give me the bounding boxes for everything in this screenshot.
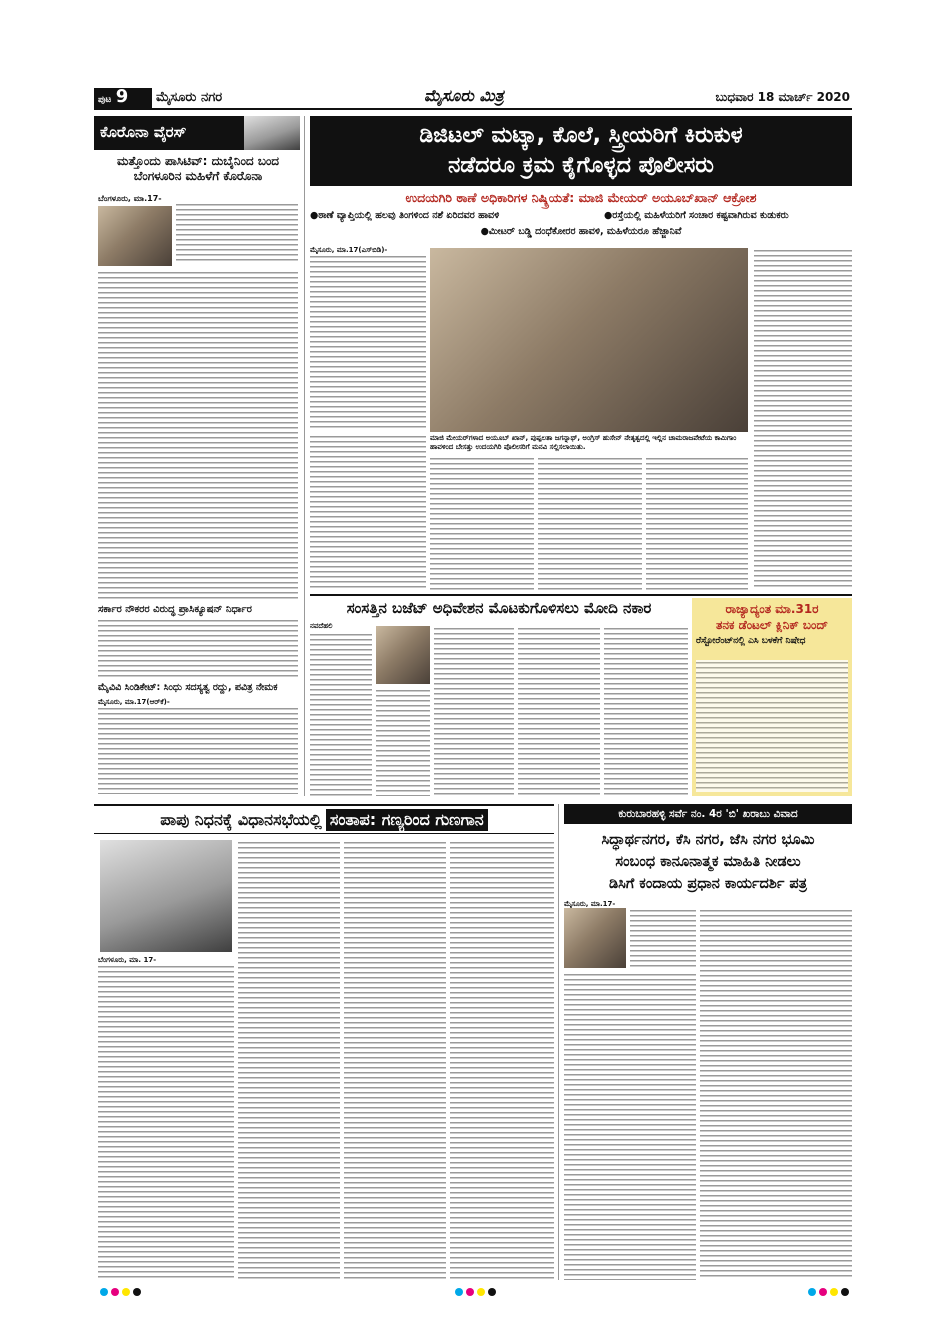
dental-subhead: ರೆಸ್ಟೋರೆಂಟ್‌ನಲ್ಲಿ ಎಸಿ ಬಳಕೆಗೆ ನಿಷೇಧ xyxy=(696,636,806,646)
dental-box xyxy=(692,598,852,796)
lead-body-col1b xyxy=(310,434,426,590)
section-name: ಮೈಸೂರು ನಗರ xyxy=(156,90,223,105)
budget-top-rule xyxy=(310,594,852,596)
masthead xyxy=(94,86,852,110)
budget-body-col1 xyxy=(310,632,372,796)
lead-headline-line2: ನಡೆದರೂ ಕ್ರಮ ಕೈಗೊಳ್ಳದ ಪೊಲೀಸರು xyxy=(448,153,714,178)
corona-body-text-2 xyxy=(98,270,298,600)
papu-portrait-photo xyxy=(100,840,232,952)
papu-headline-part1: ಪಾಪು ನಿಧನಕ್ಕೆ ವಿಧಾನಸಭೆಯಲ್ಲಿ xyxy=(160,809,322,829)
syndicate-body-text xyxy=(98,706,298,794)
lead-bullet-1: ●ಠಾಣೆ ವ್ಯಾಪ್ತಿಯಲ್ಲಿ ಹಲವು ತಿಂಗಳಿಂದ ನಶೆ ಏರಿದವರ ಹಾವಳಿ xyxy=(310,210,500,221)
land-headline-line2: ಸಂಬಂಧ ಕಾನೂನಾತ್ಮಕ ಮಾಹಿತಿ ನೀಡಲು xyxy=(615,854,801,870)
budget-body-col1b xyxy=(376,688,430,796)
land-dateline: ಮೈಸೂರು, ಮಾ.17- xyxy=(564,900,616,908)
page-number: 9 xyxy=(115,86,129,107)
modi-photo xyxy=(376,626,430,684)
corona-dateline: ಬೆಂಗಳೂರು, ಮಾ.17- xyxy=(98,194,162,203)
cm-photo xyxy=(564,908,626,968)
lead-bullet-2: ●ರಸ್ತೆಯಲ್ಲಿ ಮಹಿಳೆಯರಿಗೆ ಸಂಚಾರ ಕಷ್ಟವಾಗಿರುವ ಕುಡುಕರು xyxy=(604,210,789,221)
registration-dots-center xyxy=(455,1288,496,1296)
budget-body-col3 xyxy=(518,626,600,796)
budget-dateline: ನವದೆಹಲಿ xyxy=(310,622,333,630)
lead-headline-band xyxy=(310,116,852,186)
papu-body-col1 xyxy=(98,964,234,1280)
lead-body-col2 xyxy=(430,456,534,590)
lead-photo-memorandum xyxy=(430,248,748,432)
masked-woman-photo xyxy=(244,116,300,150)
lead-dateline: ಮೈಸೂರು, ಮಾ.17(ಎಸ್‌ಬಿಡಿ)- xyxy=(310,246,388,254)
lead-headline-line1: ಡಿಜಿಟಲ್ ಮಟ್ಕಾ, ಕೊಲೆ, ಸ್ತ್ರೀಯರಿಗೆ ಕಿರುಕುಳ xyxy=(419,123,743,148)
lead-kicker: ಉದಯಗಿರಿ ಠಾಣೆ ಅಧಿಕಾರಿಗಳ ನಿಷ್ಕ್ರಿಯತೆ: ಮಾಜಿ ಮೇಯರ್ ಅಯೂಬ್‌ಖಾನ್ ಆಕ್ರೋಶ xyxy=(405,190,757,205)
corona-title-band xyxy=(94,116,300,150)
registration-dots-right xyxy=(808,1288,849,1296)
page-label: ಪುಟ xyxy=(98,95,112,105)
page-number-badge xyxy=(94,88,152,108)
land-headline-line3: ಡಿಸಿಗೆ ಕಂದಾಯ ಪ್ರಧಾನ ಕಾರ್ಯದರ್ಶಿ ಪತ್ರ xyxy=(609,876,807,892)
minister-photo xyxy=(98,206,172,266)
budget-body-col4 xyxy=(604,626,688,796)
issue-date: ಬುಧವಾರ 18 ಮಾರ್ಚ್ 2020 xyxy=(715,90,850,104)
dental-headline-line1: ರಾಜ್ಯಾದ್ಯಂತ ಮಾ.31ರ xyxy=(725,602,819,616)
lead-bullet-3: ●ಮೀಟರ್ ಬಡ್ಡಿ ದಂಧೆಕೋರರ ಹಾವಳಿ, ಮಹಿಳೆಯರೂ ಹೆಜ್ಜಾನಿವೆ xyxy=(480,226,682,237)
newspaper-page xyxy=(94,86,852,1280)
lead-body-col1 xyxy=(310,254,426,430)
land-kicker: ಕುರುಬಾರಹಳ್ಳಿ ಸರ್ವೆ ನಂ. 4ರ 'ಬಿ' ಖರಾಬು ವಿವಾದ xyxy=(564,804,852,824)
dental-body xyxy=(696,660,848,792)
lead-photo-caption: ಮಾಜಿ ಮೇಯರ್‌ಗಳಾದ ಅಯೂಬ್ ಖಾನ್, ಪುಷ್ಪಲತಾ ಜಗನ್ನಾಥ್, ಅಂಗ್ರಿಸ್ ಹುಸೇನ್ ನೇತೃತ್ವದಲ್ಲಿ ಇಲ್ಲಿನ ಚಾಮರಾಜಪೇಟೆಯ ಕಾಮಿಗಾಂ ಹಾವಳಿಂದ ಬೇಸತ್ತು ಉದಯಗಿರಿ ಪೊಲೀಸರಿಗೆ ಮನವಿ ಸಲ್ಲಿಸಲಾಯಿತು. xyxy=(430,434,737,451)
registration-dots-left xyxy=(100,1288,141,1296)
papu-headline xyxy=(94,804,554,834)
corona-title: ಕೊರೊನಾ ವೈರಸ್ xyxy=(100,123,187,141)
land-body-col2 xyxy=(700,908,852,1280)
lead-body-col3 xyxy=(538,456,642,590)
land-headline-line1: ಸಿದ್ಧಾರ್ಥನಗರ, ಕೆಸಿ ನಗರ, ಜೆಸಿ ನಗರ ಭೂಮಿ xyxy=(601,832,815,848)
papu-headline-part2: ಸಂತಾಪ: ಗಣ್ಯರಿಂದ ಗುಣಗಾನ xyxy=(326,809,488,831)
corona-box xyxy=(94,116,300,678)
papu-body-col4 xyxy=(450,840,554,1280)
prosecution-body-text xyxy=(98,618,298,678)
column-rule-bottom xyxy=(558,804,559,1280)
land-body-col1b xyxy=(564,972,696,1280)
paper-name: ಮೈಸೂರು ಮಿತ್ರ xyxy=(424,86,504,105)
papu-body-col2 xyxy=(238,840,340,1280)
lead-body-col4 xyxy=(646,456,748,590)
column-rule xyxy=(304,116,305,796)
syndicate-dateline: ಮೈಸೂರು, ಮಾ.17(ಆರ್‌ಕೆ)- xyxy=(98,698,170,706)
budget-headline: ಸಂಸತ್ತಿನ ಬಜೆಟ್ ಅಧಿವೇಶನ ಮೊಟಕುಗೊಳಿಸಲು ಮೋದಿ ನಕಾರ xyxy=(346,599,652,617)
corona-headline: ಮತ್ತೊಂದು ಪಾಸಿಟಿವ್: ದುಬೈನಿಂದ ಬಂದ ಬೆಂಗಳೂರಿನ ಮಹಿಳೆಗೆ ಕೊರೊನಾ xyxy=(116,154,280,183)
budget-body-col2 xyxy=(434,626,514,796)
papu-dateline: ಬೆಂಗಳೂರು, ಮಾ. 17- xyxy=(98,956,157,964)
corona-body-text xyxy=(176,202,298,262)
papu-body-col3 xyxy=(344,840,446,1280)
land-body-col1a xyxy=(630,908,696,968)
prosecution-subhead: ಸರ್ಕಾರ ನೌಕರರ ವಿರುದ್ಧ ಪ್ರಾಸಿಕ್ಯೂಷನ್ ನಿರ್ಧಾರ xyxy=(98,604,252,615)
lead-body-col5 xyxy=(754,248,852,590)
dental-headline-line2: ತನಕ ಡೆಂಟಲ್ ಕ್ಲಿನಿಕ್ ಬಂದ್ xyxy=(716,618,828,632)
syndicate-subhead: ಮೈವಿವಿ ಸಿಂಡಿಕೇಟ್: ಸಿಂಧು ಸದಸ್ಯತ್ವ ರದ್ದು, ಪವಿತ್ರ ನೇಮಕ xyxy=(98,682,278,693)
